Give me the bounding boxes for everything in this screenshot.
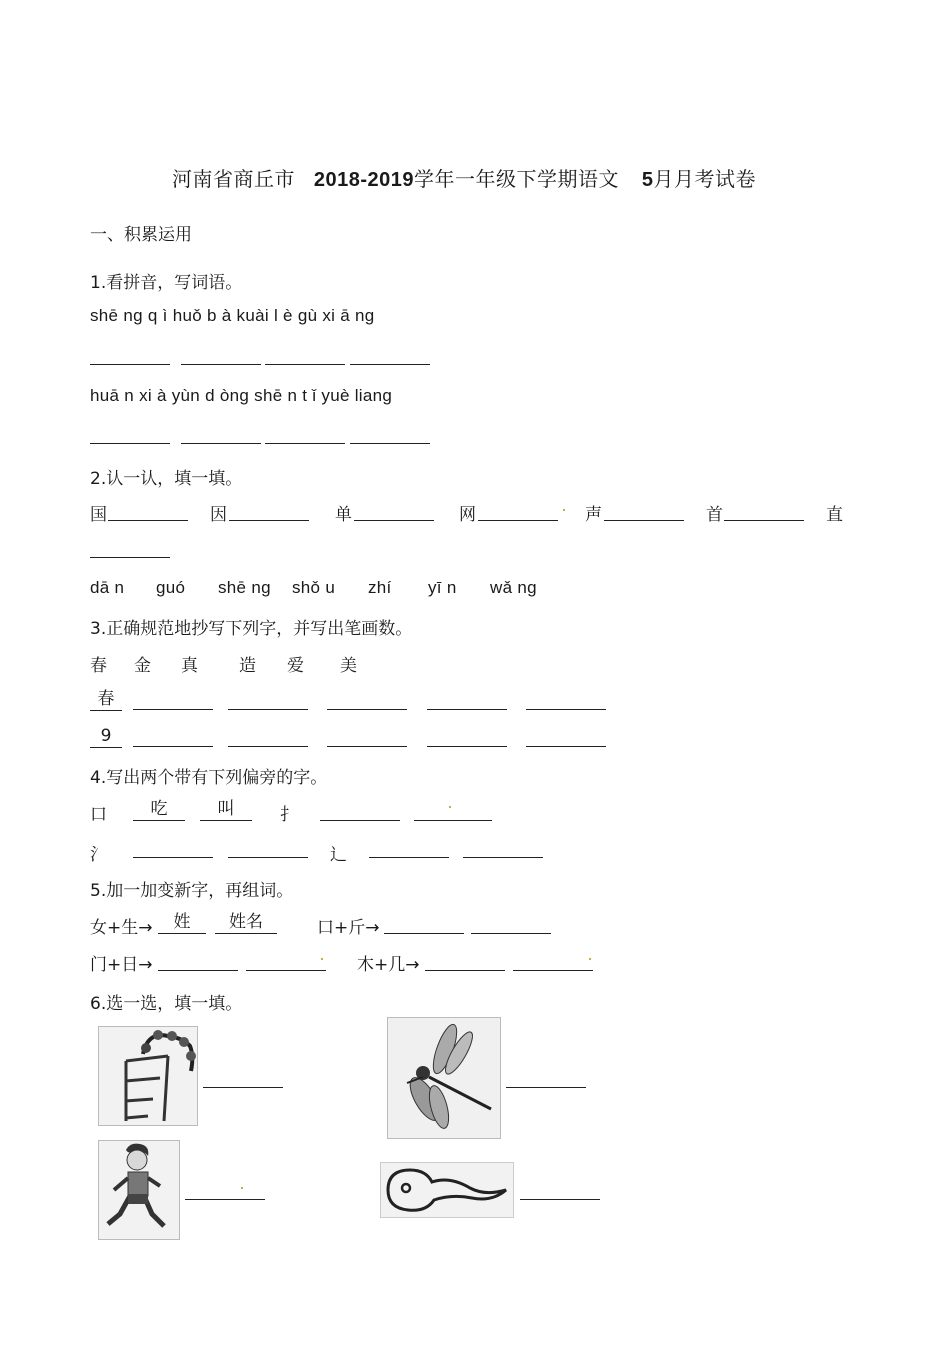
answer-blank[interactable] [203, 1087, 283, 1088]
q2-char: 单 [335, 505, 352, 525]
q2-pinyin: shē ng [218, 578, 271, 597]
answer-blank[interactable] [133, 857, 213, 858]
q2-char: 声 [585, 505, 602, 525]
title-year: 2018-2019 [313, 169, 415, 191]
q4-title: 4.写出两个带有下列偏旁的字。 [90, 768, 328, 788]
running-child-picture [98, 1140, 180, 1240]
q1-pinyin-row2: huā n xi à yùn d òng shē n t ǐ yuè liang [90, 386, 393, 405]
answer-blank[interactable] [384, 933, 464, 934]
page-title [172, 163, 756, 192]
answer-blank[interactable] [133, 746, 213, 747]
answer-blank[interactable] [471, 933, 551, 934]
answer-blank[interactable] [181, 364, 261, 365]
answer-blank[interactable] [90, 557, 170, 558]
title-part3: 月月考试卷 [653, 167, 756, 191]
q2-pinyin: wǎ ng [490, 578, 537, 597]
q4-radical: 氵 [90, 845, 107, 865]
answer-blank[interactable] [369, 857, 449, 858]
q2-pinyin: zhí [368, 578, 392, 597]
answer-blank[interactable] [133, 709, 213, 710]
example-answer: 姓名 [215, 911, 277, 934]
q3-char: 爱 [287, 656, 304, 676]
q3-char: 造 [239, 656, 256, 676]
answer-blank[interactable] [506, 1087, 586, 1088]
q2-pinyin: dā n [90, 578, 125, 597]
answer-blank[interactable] [350, 364, 430, 365]
answer-blank[interactable] [228, 709, 308, 710]
answer-blank[interactable] [520, 1199, 600, 1200]
q4-radical: 口 [90, 805, 107, 825]
q5-equation: 口+斤→ [317, 918, 380, 938]
answer-blank[interactable] [228, 746, 308, 747]
title-month: 5 [641, 169, 654, 191]
q3-char: 真 [181, 656, 198, 676]
answer-blank[interactable] [526, 709, 606, 710]
example-answer: 9 [90, 725, 122, 748]
answer-blank[interactable] [463, 857, 543, 858]
tadpole-picture [380, 1162, 514, 1218]
answer-blank[interactable] [108, 520, 188, 521]
section-heading: 一、积累运用 [90, 225, 192, 245]
q3-char: 春 [90, 656, 107, 676]
answer-blank[interactable] [427, 709, 507, 710]
answer-blank[interactable] [90, 364, 170, 365]
q4-radical: 扌 [280, 805, 297, 825]
q1-pinyin-row1: shē ng q ì huǒ b à kuài l è gù xi ā ng [90, 306, 375, 325]
example-answer: 吃 [133, 798, 185, 821]
answer-blank[interactable] [265, 443, 345, 444]
q3-char: 金 [134, 656, 151, 676]
answer-blank[interactable] [425, 970, 505, 971]
answer-blank[interactable] [724, 520, 804, 521]
q2-char: 网 [459, 505, 476, 525]
answer-blank[interactable] [427, 746, 507, 747]
q2-char: 首 [706, 505, 723, 525]
answer-blank[interactable] [513, 970, 593, 971]
answer-blank[interactable] [320, 820, 400, 821]
example-answer: 叫 [200, 798, 252, 821]
q1-title: 1.看拼音，写词语。 [90, 273, 243, 293]
answer-blank[interactable] [604, 520, 684, 521]
answer-blank[interactable] [158, 970, 238, 971]
title-part1: 河南省商丘市 [172, 167, 295, 191]
q5-equation: 女+生→ [90, 918, 153, 938]
q6-title: 6.选一选，填一填。 [90, 994, 243, 1014]
q2-char: 国 [90, 505, 107, 525]
answer-blank[interactable] [228, 857, 308, 858]
answer-blank[interactable] [181, 443, 261, 444]
answer-blank[interactable] [327, 746, 407, 747]
dragonfly-picture [387, 1017, 501, 1139]
example-answer: 春 [90, 688, 122, 711]
q5-equation: 木+几→ [357, 955, 420, 975]
q2-pinyin: yī n [428, 578, 457, 597]
q3-title: 3.正确规范地抄写下列字，并写出笔画数。 [90, 619, 413, 639]
q2-char: 直 [826, 505, 843, 525]
q2-title: 2.认一认，填一填。 [90, 469, 243, 489]
answer-blank[interactable] [327, 709, 407, 710]
q3-char: 美 [340, 656, 357, 676]
answer-blank[interactable] [229, 520, 309, 521]
answer-blank[interactable] [265, 364, 345, 365]
example-answer: 姓 [158, 911, 206, 934]
answer-blank[interactable] [185, 1199, 265, 1200]
answer-blank[interactable] [526, 746, 606, 747]
answer-blank[interactable] [246, 970, 326, 971]
q2-char: 因 [210, 505, 227, 525]
answer-blank[interactable] [414, 820, 492, 821]
q4-radical: 辶 [330, 845, 347, 865]
answer-blank[interactable] [90, 443, 170, 444]
q2-pinyin: guó [156, 578, 186, 597]
answer-blank[interactable] [478, 520, 558, 521]
q2-pinyin: shǒ u [292, 578, 336, 597]
caterpillar-picture [98, 1026, 198, 1126]
title-part2: 学年一年级下学期语文 [414, 167, 620, 191]
answer-blank[interactable] [354, 520, 434, 521]
answer-blank[interactable] [350, 443, 430, 444]
q5-title: 5.加一加变新字，再组词。 [90, 881, 294, 901]
q5-equation: 门+日→ [90, 955, 153, 975]
